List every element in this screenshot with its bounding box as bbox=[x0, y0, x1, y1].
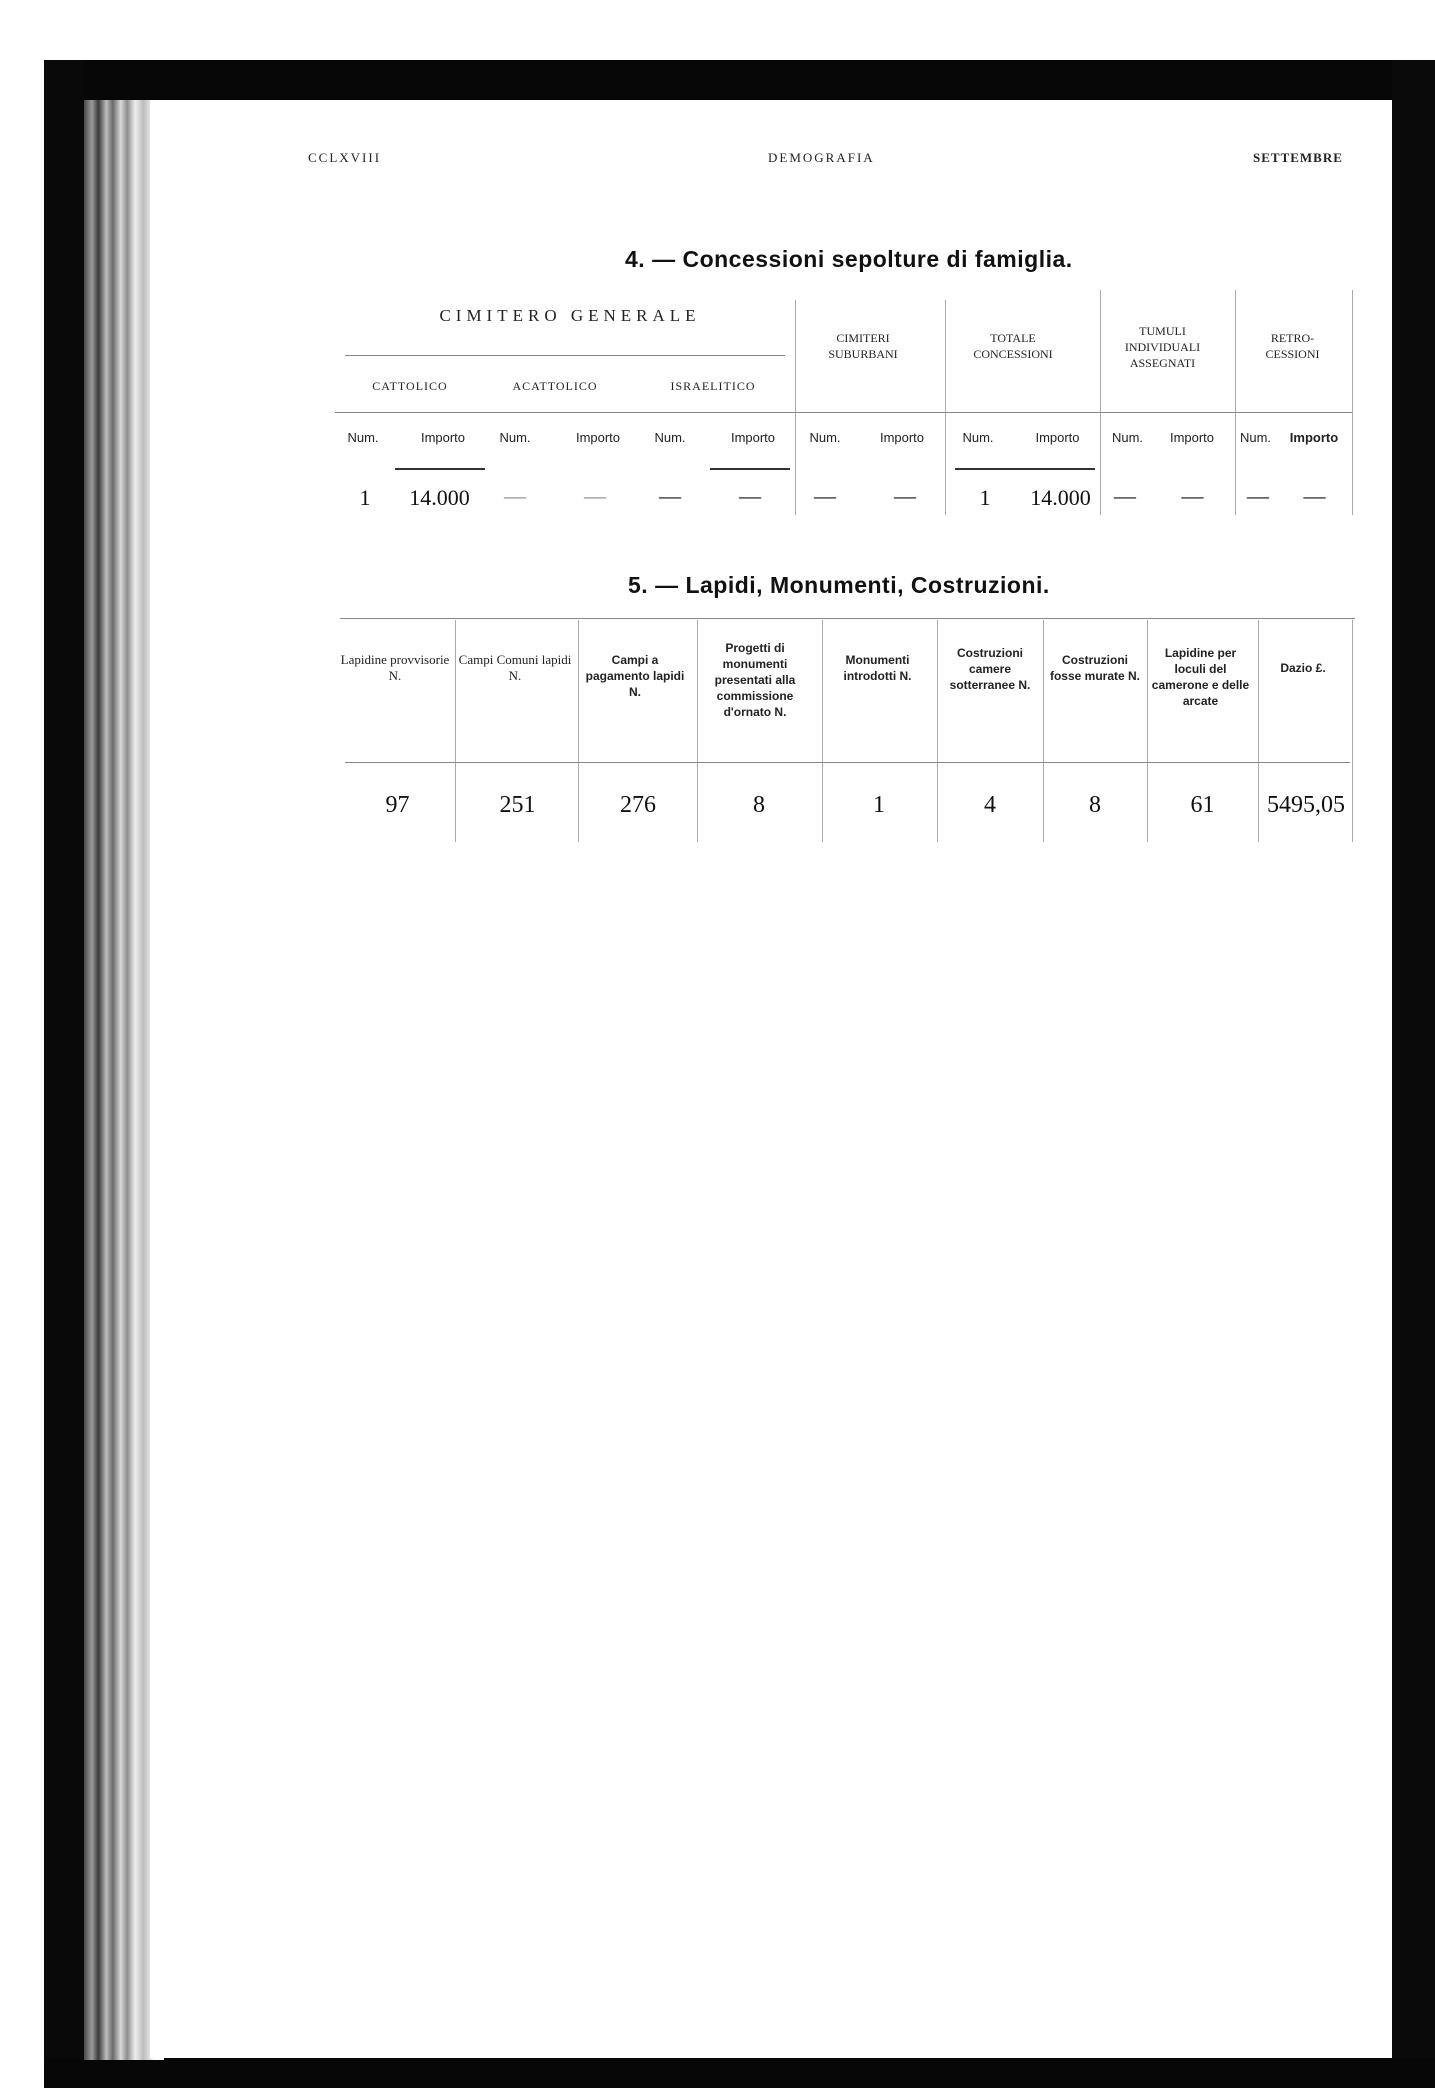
s4-cell: — bbox=[584, 483, 606, 508]
divider bbox=[1235, 290, 1236, 515]
running-head-left: CCLXVIII bbox=[308, 150, 382, 165]
header-progetti-monumenti: Progetti di monumenti presentati alla commissione d'ornato N. bbox=[714, 641, 796, 719]
sub-num: Num. bbox=[1111, 430, 1144, 445]
group-cimiteri-suburbani: CIMITERI SUBURBANI bbox=[828, 331, 898, 361]
running-head-center: DEMOGRAFIA bbox=[768, 150, 875, 165]
header-lapidine-loculi: Lapidine per loculi del camerone e delle arcate bbox=[1151, 646, 1250, 708]
divider bbox=[1147, 620, 1148, 842]
divider bbox=[1043, 620, 1044, 842]
rule bbox=[340, 618, 1355, 619]
s4-cell: — bbox=[1303, 483, 1326, 508]
s5-cell: 61 bbox=[1190, 792, 1215, 818]
header-campi-pagamento: Campi a pagamento lapidi N. bbox=[585, 653, 685, 699]
divider bbox=[795, 300, 796, 515]
group-cattolico: CATTOLICO bbox=[372, 379, 448, 393]
sub-num: Num. bbox=[809, 430, 841, 445]
s4-cell: 14.000 bbox=[1030, 485, 1091, 510]
divider bbox=[945, 300, 946, 515]
s4-cell: — bbox=[659, 483, 681, 508]
rule bbox=[710, 468, 790, 470]
s4-cell: — bbox=[739, 483, 761, 508]
scan-border-left bbox=[44, 60, 84, 2088]
s5-cell: 251 bbox=[499, 792, 536, 818]
divider bbox=[697, 620, 698, 842]
s4-cell: 1 bbox=[359, 485, 371, 510]
sub-num: Num. bbox=[1239, 430, 1272, 445]
s5-cell: 1 bbox=[873, 792, 885, 818]
group-retrocessioni: RETRO-CESSIONI bbox=[1265, 331, 1320, 361]
sub-num: Num. bbox=[962, 430, 994, 445]
s5-cell: 8 bbox=[1089, 792, 1101, 818]
s5-cell: 4 bbox=[984, 792, 996, 818]
sub-importo: Importo bbox=[1289, 430, 1339, 445]
sub-num: Num. bbox=[499, 430, 531, 445]
rule bbox=[345, 762, 1350, 763]
sub-importo: Importo bbox=[420, 430, 466, 445]
s5-cell: 8 bbox=[753, 792, 765, 818]
scan-border-bottom bbox=[44, 2058, 1435, 2088]
sub-num: Num. bbox=[347, 430, 379, 445]
s4-cell: — bbox=[894, 483, 916, 508]
header-costruzioni-fosse: Costruzioni fosse murate N. bbox=[1049, 653, 1141, 683]
rule bbox=[395, 468, 485, 470]
group-acattolico: ACATTOLICO bbox=[512, 379, 598, 393]
divider bbox=[937, 620, 938, 842]
header-monumenti-introdotti: Monumenti introdotti N. bbox=[843, 653, 912, 683]
sub-importo: Importo bbox=[1169, 430, 1215, 445]
group-totale-concessioni: TOTALE CONCESSIONI bbox=[973, 331, 1053, 361]
divider bbox=[822, 620, 823, 842]
header-campi-comuni: Campi Comuni lapidi N. bbox=[458, 652, 572, 683]
group-israelitico: ISRAELITICO bbox=[670, 379, 756, 393]
s4-cell: — bbox=[1247, 483, 1269, 508]
s5-cell: 5495,05 bbox=[1267, 792, 1345, 818]
header-costruzioni-camere: Costruzioni camere sotterranee N. bbox=[949, 646, 1031, 692]
s4-cell: 14.000 bbox=[409, 485, 470, 510]
header-dazio: Dazio £. bbox=[1280, 661, 1326, 675]
s4-cell: — bbox=[1114, 483, 1136, 508]
cimitero-generale-header: CIMITERO GENERALE bbox=[439, 306, 701, 325]
rule bbox=[345, 355, 785, 356]
divider bbox=[578, 620, 579, 842]
s5-cell: 97 bbox=[385, 792, 410, 818]
sub-importo: Importo bbox=[575, 430, 621, 445]
group-tumuli-individuali: TUMULI INDIVIDUALI ASSEGNATI bbox=[1124, 324, 1201, 370]
sub-importo: Importo bbox=[1035, 430, 1080, 445]
divider bbox=[1100, 290, 1101, 515]
sub-importo: Importo bbox=[879, 430, 925, 445]
s5-cell: 276 bbox=[620, 792, 656, 818]
rule bbox=[955, 468, 1095, 470]
s4-cell: — bbox=[504, 483, 526, 508]
divider bbox=[1352, 290, 1353, 515]
s4-cell: 1 bbox=[979, 485, 991, 510]
running-head-right: SETTEMBRE bbox=[1253, 150, 1343, 165]
section4-title: 4. — Concessioni sepolture di famiglia. bbox=[625, 246, 1073, 272]
header-lapidine-provvisorie: Lapidine provvisorie N. bbox=[340, 652, 450, 683]
sub-num: Num. bbox=[654, 430, 686, 445]
s4-cell: — bbox=[814, 483, 836, 508]
s4-cell: — bbox=[1181, 483, 1204, 508]
section5-title: 5. — Lapidi, Monumenti, Costruzioni. bbox=[628, 572, 1050, 598]
scan-border-right bbox=[1392, 60, 1435, 2088]
divider bbox=[455, 620, 456, 842]
rule bbox=[335, 412, 1352, 413]
sub-importo: Importo bbox=[730, 430, 776, 445]
